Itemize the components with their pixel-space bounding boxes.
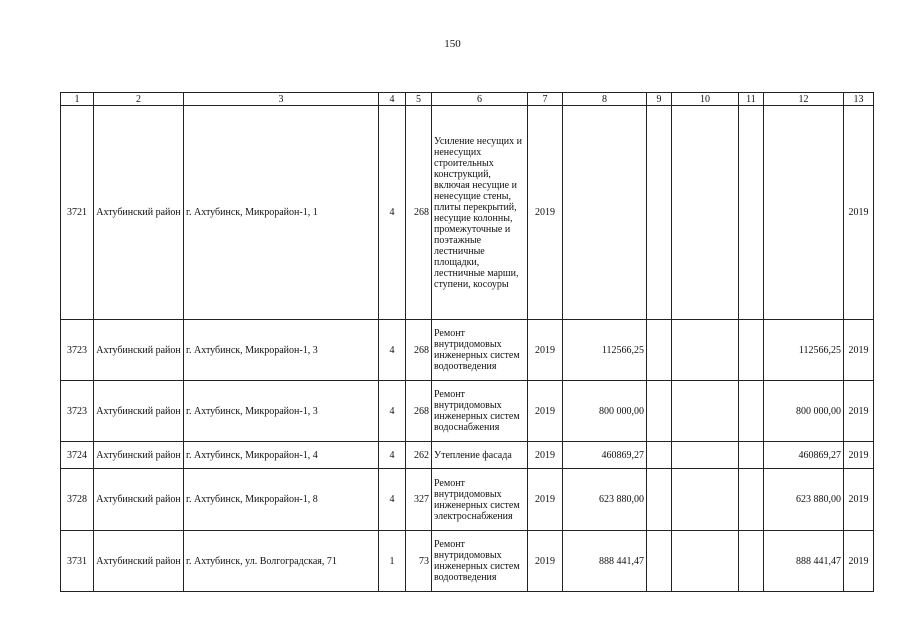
district: Ахтубинский район <box>94 106 184 320</box>
cell-col11 <box>739 531 764 592</box>
work-type: Ремонт внутридомовых инженерных систем водоотведения <box>432 320 528 381</box>
work-type: Ремонт внутридомовых инженерных систем электроснабжения <box>432 469 528 531</box>
year: 2019 <box>528 531 563 592</box>
cell-col4: 1 <box>379 531 406 592</box>
cost: 888 441,47 <box>563 531 647 592</box>
end-year: 2019 <box>844 106 874 320</box>
end-year: 2019 <box>844 469 874 531</box>
address: г. Ахтубинск, ул. Волгоградская, 71 <box>184 531 379 592</box>
cell-col11 <box>739 106 764 320</box>
cost-total: 112566,25 <box>764 320 844 381</box>
cell-col5: 268 <box>406 320 432 381</box>
cell-col11 <box>739 442 764 469</box>
cell-col4: 4 <box>379 320 406 381</box>
cell-col10 <box>672 320 739 381</box>
cost-total: 888 441,47 <box>764 531 844 592</box>
page-number: 150 <box>444 38 461 50</box>
year: 2019 <box>528 106 563 320</box>
row-id: 3724 <box>61 442 94 469</box>
cost: 623 880,00 <box>563 469 647 531</box>
cell-col9 <box>647 320 672 381</box>
cost-total: 623 880,00 <box>764 469 844 531</box>
cell-col9 <box>647 381 672 442</box>
work-type: Усиление несущих и ненесущих строительных конструкций, включая несущие и ненесущие стены, плиты перекрытий, несущие колонны, промежуточные и поэтажные лестничные площадки, лестничные марши, ступени, косоуры <box>432 106 528 320</box>
end-year: 2019 <box>844 381 874 442</box>
end-year: 2019 <box>844 531 874 592</box>
cell-col11 <box>739 469 764 531</box>
table-row <box>61 531 874 592</box>
repair-register-table <box>60 92 874 592</box>
cell-col10 <box>672 381 739 442</box>
district: Ахтубинский район <box>94 531 184 592</box>
year: 2019 <box>528 469 563 531</box>
cell-col4: 4 <box>379 106 406 320</box>
work-type: Ремонт внутридомовых инженерных систем водоотведения <box>432 531 528 592</box>
district: Ахтубинский район <box>94 381 184 442</box>
address: г. Ахтубинск, Микрорайон-1, 1 <box>184 106 379 320</box>
table-row <box>61 469 874 531</box>
cell-col4: 4 <box>379 442 406 469</box>
address: г. Ахтубинск, Микрорайон-1, 8 <box>184 469 379 531</box>
cell-col5: 268 <box>406 381 432 442</box>
year: 2019 <box>528 381 563 442</box>
row-id: 3721 <box>61 106 94 320</box>
cost-total <box>764 106 844 320</box>
address: г. Ахтубинск, Микрорайон-1, 4 <box>184 442 379 469</box>
cell-col10 <box>672 442 739 469</box>
column-header: 9 <box>647 93 672 106</box>
table-row <box>61 381 874 442</box>
cell-col9 <box>647 531 672 592</box>
cell-col5: 268 <box>406 106 432 320</box>
cell-col9 <box>647 106 672 320</box>
year: 2019 <box>528 442 563 469</box>
column-header: 13 <box>844 93 874 106</box>
work-type: Ремонт внутридомовых инженерных систем водоснабжения <box>432 381 528 442</box>
cost: 112566,25 <box>563 320 647 381</box>
row-id: 3731 <box>61 531 94 592</box>
column-header: 6 <box>432 93 528 106</box>
district: Ахтубинский район <box>94 442 184 469</box>
cost <box>563 106 647 320</box>
cost: 800 000,00 <box>563 381 647 442</box>
cell-col5: 327 <box>406 469 432 531</box>
work-type: Утепление фасада <box>432 442 528 469</box>
year: 2019 <box>528 320 563 381</box>
cell-col11 <box>739 320 764 381</box>
column-header: 8 <box>563 93 647 106</box>
column-header: 7 <box>528 93 563 106</box>
district: Ахтубинский район <box>94 469 184 531</box>
cell-col5: 262 <box>406 442 432 469</box>
column-header: 11 <box>739 93 764 106</box>
column-header: 10 <box>672 93 739 106</box>
row-id: 3723 <box>61 381 94 442</box>
cell-col10 <box>672 106 739 320</box>
address: г. Ахтубинск, Микрорайон-1, 3 <box>184 381 379 442</box>
cell-col9 <box>647 469 672 531</box>
row-id: 3723 <box>61 320 94 381</box>
address: г. Ахтубинск, Микрорайон-1, 3 <box>184 320 379 381</box>
cell-col11 <box>739 381 764 442</box>
cell-col10 <box>672 531 739 592</box>
end-year: 2019 <box>844 442 874 469</box>
column-header: 5 <box>406 93 432 106</box>
table-row <box>61 320 874 381</box>
table-row <box>61 106 874 320</box>
cell-col10 <box>672 469 739 531</box>
end-year: 2019 <box>844 320 874 381</box>
cost-total: 800 000,00 <box>764 381 844 442</box>
cell-col5: 73 <box>406 531 432 592</box>
cell-col4: 4 <box>379 469 406 531</box>
column-header: 4 <box>379 93 406 106</box>
column-header: 1 <box>61 93 94 106</box>
cell-col4: 4 <box>379 381 406 442</box>
column-header: 3 <box>184 93 379 106</box>
table-row <box>61 442 874 469</box>
district: Ахтубинский район <box>94 320 184 381</box>
column-header: 2 <box>94 93 184 106</box>
cell-col9 <box>647 442 672 469</box>
cost-total: 460869,27 <box>764 442 844 469</box>
cost: 460869,27 <box>563 442 647 469</box>
column-number-row <box>61 93 874 106</box>
row-id: 3728 <box>61 469 94 531</box>
column-header: 12 <box>764 93 844 106</box>
